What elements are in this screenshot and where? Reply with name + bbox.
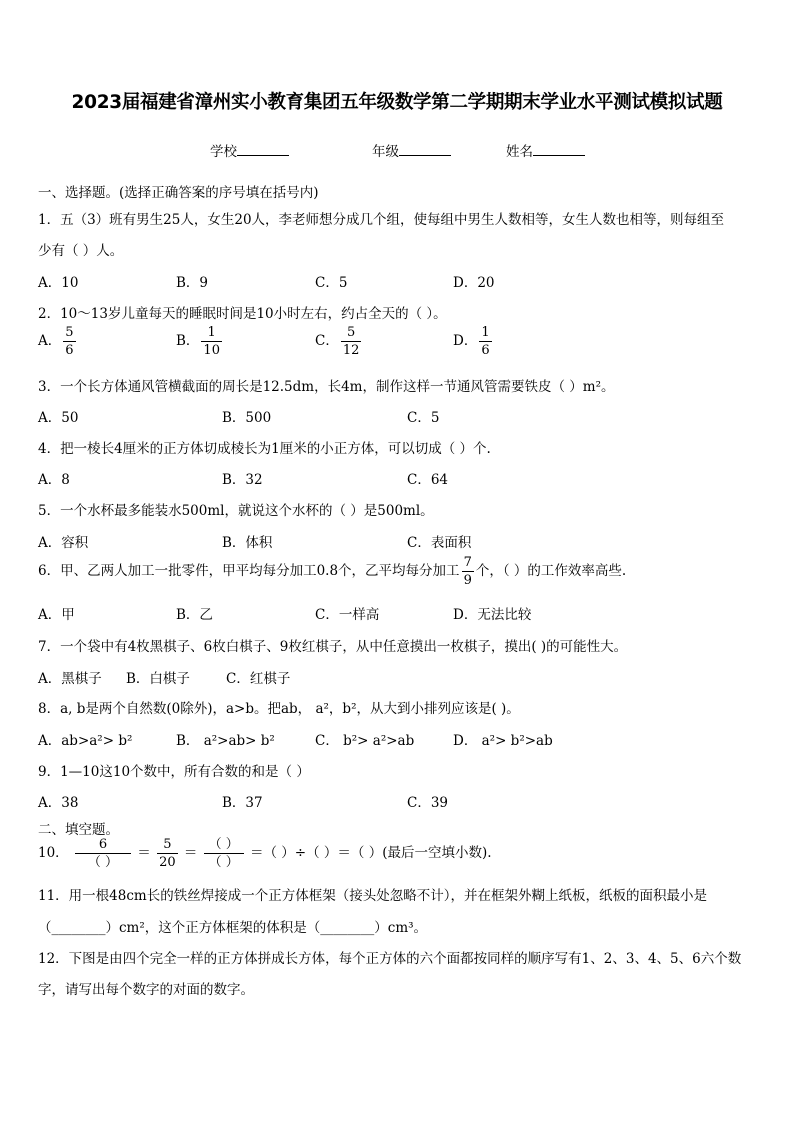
q6-option-b[interactable]: B．乙 — [176, 607, 213, 623]
question-10: 10． $\frac{6}{( )}$ ＝ $\frac{5}{20}$ ＝ $\frac{( )}{( )}$ ＝（ ）÷（ ）＝（ ）(最后一空填小数). — [38, 837, 492, 870]
q5-option-c[interactable]: C．表面积 — [407, 535, 472, 551]
question-11-line2[interactable]: （________）cm²，这个正方体框架的体积是（________）cm³。 — [38, 920, 428, 936]
q4-option-b[interactable]: B．32 — [222, 472, 263, 488]
q2-option-b[interactable]: B． $\frac{1}{10}$ — [176, 325, 220, 358]
q7-option-a[interactable]: A．黑棋子 — [38, 671, 102, 687]
name-field[interactable]: 姓名 — [506, 140, 585, 160]
q1-option-a[interactable]: A．10 — [38, 275, 79, 291]
q8-option-d[interactable]: D． a²> b²>ab — [453, 733, 553, 749]
q7-option-b[interactable]: B．白棋子 — [126, 671, 190, 687]
fraction: $\frac{1}{6}$ — [481, 325, 490, 358]
question-4: 4．把一棱长4厘米的正方体切成棱长为1厘米的小正方体，可以切成（ ）个. — [38, 441, 491, 457]
fraction: $\frac{5}{20}$ — [159, 837, 176, 870]
name-blank[interactable] — [533, 143, 585, 156]
q6-option-c[interactable]: C．一样高 — [315, 607, 380, 623]
fraction: $\frac{5}{6}$ — [65, 325, 74, 358]
question-6: 6．甲、乙两人加工一批零件，甲平均每分加工0.8个，乙平均每分加工 $\frac{7}{9}$ 个，（ ）的工作效率高些. — [38, 555, 627, 588]
q8-option-b[interactable]: B． a²>ab> b² — [176, 733, 275, 749]
question-11-line1: 11．用一根48cm长的铁丝焊接成一个正方体框架（接头处忽略不计），并在框架外糊上纸板，纸板的面积最小是 — [38, 888, 707, 904]
q6-option-d[interactable]: D．无法比较 — [453, 607, 532, 623]
section-fill-heading: 二、填空题。 — [38, 822, 119, 838]
q8-option-a[interactable]: A．ab>a²> b² — [38, 733, 133, 749]
q2-option-a[interactable]: A． $\frac{5}{6}$ — [38, 325, 74, 358]
question-3: 3．一个长方体通风管横截面的周长是12.5dm，长4m，制作这样一节通风管需要铁皮（ ）m²。 — [38, 379, 615, 395]
q5-option-b[interactable]: B．体积 — [222, 535, 273, 551]
q8-option-c[interactable]: C． b²> a²>ab — [315, 733, 415, 749]
fraction: $\frac{1}{10}$ — [203, 325, 220, 358]
q1-option-c[interactable]: C．5 — [315, 275, 348, 291]
section-choice-heading: 一、选择题。(选择正确答案的序号填在括号内) — [38, 185, 319, 201]
q1-option-b[interactable]: B．9 — [176, 275, 209, 291]
question-2: 2．10～13岁儿童每天的睡眠时间是10小时左右，约占全天的（ ）。 — [38, 306, 447, 322]
grade-blank[interactable] — [399, 143, 451, 156]
page-title: 2023届福建省漳州实小教育集团五年级数学第二学期期末学业水平测试模拟试题 — [71, 92, 723, 113]
question-1-line2: 少有（ ）人。 — [38, 243, 124, 259]
q9-option-a[interactable]: A．38 — [38, 795, 79, 811]
question-9: 9．1—10这10个数中，所有合数的和是（ ） — [38, 764, 310, 780]
question-12-line1: 12．下图是由四个完全一样的正方体拼成长方体，每个正方体的六个面都按同样的顺序写有1、2、3、4、5、6六个数 — [38, 951, 742, 967]
q9-option-b[interactable]: B．37 — [222, 795, 263, 811]
q3-option-b[interactable]: B．500 — [222, 410, 272, 426]
q4-option-c[interactable]: C．64 — [407, 472, 449, 488]
question-5: 5．一个水杯最多能装水500ml，就说这个水杯的（ ）是500ml。 — [38, 503, 434, 519]
q3-option-c[interactable]: C．5 — [407, 410, 440, 426]
question-7: 7．一个袋中有4枚黑棋子、6枚白棋子、9枚红棋子，从中任意摸出一枚棋子，摸出( )的可能性大。 — [38, 639, 628, 655]
fraction[interactable]: $\frac{( )}{( )}$ — [204, 838, 244, 869]
question-8: 8．a, b是两个自然数(0除外)，a>b。把ab， a²，b²，从大到小排列应该是( )。 — [38, 701, 520, 717]
q2-option-c[interactable]: C． $\frac{5}{12}$ — [315, 325, 360, 358]
q7-option-c[interactable]: C．红棋子 — [226, 671, 291, 687]
fraction[interactable]: $\frac{6}{( )}$ — [75, 838, 131, 869]
question-12-line2: 字，请写出每个数字的对面的数字。 — [38, 982, 254, 998]
fraction: $\frac{5}{12}$ — [342, 325, 360, 358]
school-blank[interactable] — [237, 143, 289, 156]
school-field[interactable]: 学校 — [210, 140, 289, 160]
question-1-line1: 1．五（3）班有男生25人，女生20人，李老师想分成几个组，使每组中男生人数相等，女生人数也相等，则每组至 — [38, 212, 725, 228]
q6-option-a[interactable]: A．甲 — [38, 607, 75, 623]
q2-option-d[interactable]: D． $\frac{1}{6}$ — [453, 325, 490, 358]
q9-option-c[interactable]: C．39 — [407, 795, 449, 811]
q5-option-a[interactable]: A．容积 — [38, 535, 89, 551]
q4-option-a[interactable]: A．8 — [38, 472, 70, 488]
grade-field[interactable]: 年级 — [372, 140, 451, 160]
q3-option-a[interactable]: A．50 — [38, 410, 79, 426]
q1-option-d[interactable]: D．20 — [453, 275, 495, 291]
fraction: $\frac{7}{9}$ — [463, 555, 472, 588]
